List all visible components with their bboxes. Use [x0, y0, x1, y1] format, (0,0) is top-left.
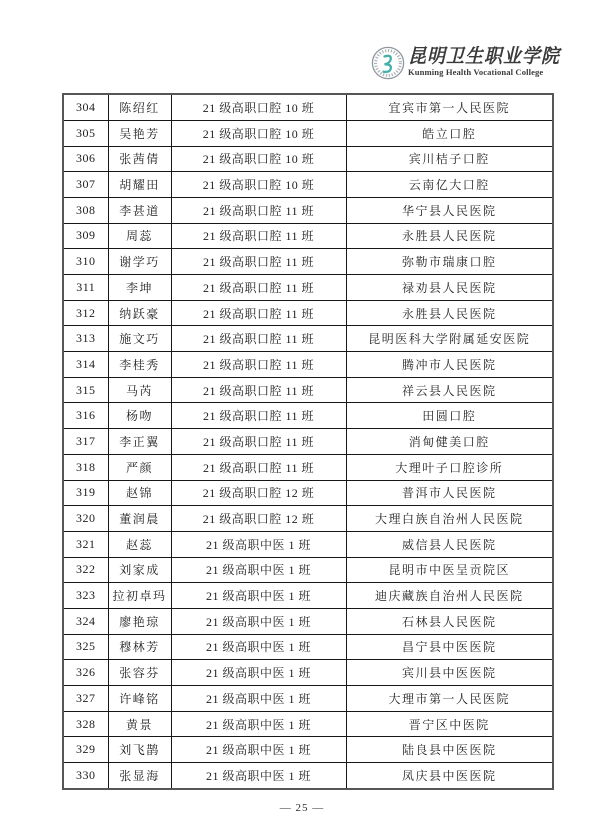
cell-no: 305	[63, 120, 108, 146]
cell-class: 21 级高职口腔 11 班	[171, 300, 346, 326]
table-row	[63, 403, 553, 429]
cell-hospital: 大理白族自治州人民医院	[346, 506, 553, 532]
cell-no: 329	[63, 737, 108, 763]
cell-no: 311	[63, 275, 108, 301]
cell-hospital: 弥勒市瑞康口腔	[346, 249, 553, 275]
cell-class: 21 级高职口腔 11 班	[171, 275, 346, 301]
cell-name: 胡耀田	[108, 172, 171, 198]
cell-no: 316	[63, 403, 108, 429]
cell-class: 21 级高职口腔 11 班	[171, 403, 346, 429]
cell-no: 323	[63, 583, 108, 609]
cell-no: 315	[63, 377, 108, 403]
cell-name: 李坤	[108, 275, 171, 301]
table-row	[63, 506, 553, 532]
cell-name: 马芮	[108, 377, 171, 403]
cell-class: 21 级高职中医 1 班	[171, 737, 346, 763]
cell-class: 21 级高职口腔 10 班	[171, 94, 346, 120]
cell-class: 21 级高职中医 1 班	[171, 557, 346, 583]
cell-class: 21 级高职中医 1 班	[171, 634, 346, 660]
cell-class: 21 级高职口腔 11 班	[171, 223, 346, 249]
cell-name: 施文巧	[108, 326, 171, 352]
cell-name: 张显海	[108, 763, 171, 789]
cell-hospital: 祥云县人民医院	[346, 377, 553, 403]
table-row	[63, 326, 553, 352]
cell-name: 刘家成	[108, 557, 171, 583]
table-row	[63, 377, 553, 403]
cell-hospital: 昆明市中医呈贡院区	[346, 557, 553, 583]
cell-class: 21 级高职中医 1 班	[171, 686, 346, 712]
table-row	[63, 146, 553, 172]
cell-name: 周蕊	[108, 223, 171, 249]
school-name-block	[408, 44, 560, 78]
cell-class: 21 级高职口腔 11 班	[171, 326, 346, 352]
cell-hospital: 皓立口腔	[346, 120, 553, 146]
cell-class: 21 级高职口腔 11 班	[171, 197, 346, 223]
cell-class: 21 级高职口腔 11 班	[171, 352, 346, 378]
cell-hospital: 迪庆藏族自治州人民医院	[346, 583, 553, 609]
table-row	[63, 352, 553, 378]
table-row	[63, 480, 553, 506]
table-row	[63, 583, 553, 609]
cell-no: 309	[63, 223, 108, 249]
table-row	[63, 429, 553, 455]
cell-class: 21 级高职中医 1 班	[171, 763, 346, 789]
cell-hospital: 宜宾市第一人民医院	[346, 94, 553, 120]
cell-name: 黄景	[108, 711, 171, 737]
cell-no: 314	[63, 352, 108, 378]
cell-name: 拉初卓玛	[108, 583, 171, 609]
cell-no: 324	[63, 608, 108, 634]
table-row	[63, 531, 553, 557]
cell-name: 陈绍红	[108, 94, 171, 120]
cell-hospital: 凤庆县中医医院	[346, 763, 553, 789]
cell-name: 穆林芳	[108, 634, 171, 660]
cell-class: 21 级高职中医 1 班	[171, 531, 346, 557]
cell-name: 廖艳琼	[108, 608, 171, 634]
cell-hospital: 宾川桔子口腔	[346, 146, 553, 172]
cell-no: 330	[63, 763, 108, 789]
cell-name: 张容芬	[108, 660, 171, 686]
cell-name: 吴艳芳	[108, 120, 171, 146]
cell-hospital: 石林县人民医院	[346, 608, 553, 634]
cell-hospital: 华宁县人民医院	[346, 197, 553, 223]
cell-hospital: 田圆口腔	[346, 403, 553, 429]
cell-class: 21 级高职中医 1 班	[171, 711, 346, 737]
table-row	[63, 557, 553, 583]
table-row	[63, 197, 553, 223]
cell-no: 307	[63, 172, 108, 198]
cell-class: 21 级高职口腔 12 班	[171, 480, 346, 506]
page-number: — 25 —	[279, 802, 325, 814]
table-row	[63, 660, 553, 686]
cell-name: 刘飞鹊	[108, 737, 171, 763]
cell-hospital: 永胜县人民医院	[346, 300, 553, 326]
table-row	[63, 454, 553, 480]
cell-no: 306	[63, 146, 108, 172]
cell-name: 谢学巧	[108, 249, 171, 275]
cell-name: 李甚道	[108, 197, 171, 223]
cell-name: 赵锦	[108, 480, 171, 506]
cell-hospital: 大理叶子口腔诊所	[346, 454, 553, 480]
cell-no: 304	[63, 94, 108, 120]
table-row	[63, 172, 553, 198]
cell-hospital: 腾冲市人民医院	[346, 352, 553, 378]
cell-hospital: 禄劝县人民医院	[346, 275, 553, 301]
table-row	[63, 249, 553, 275]
table-row	[63, 711, 553, 737]
school-name-chinese: 昆明卫生职业学院	[408, 45, 560, 67]
cell-class: 21 级高职口腔 11 班	[171, 377, 346, 403]
cell-class: 21 级高职口腔 10 班	[171, 146, 346, 172]
cell-hospital: 昌宁县中医医院	[346, 634, 553, 660]
school-name-english: Kunming Health Vocational College	[408, 67, 544, 77]
cell-name: 董润晨	[108, 506, 171, 532]
cell-hospital: 宾川县中医医院	[346, 660, 553, 686]
cell-hospital: 威信县人民医院	[346, 531, 553, 557]
cell-class: 21 级高职口腔 11 班	[171, 429, 346, 455]
cell-hospital: 昆明医科大学附属延安医院	[346, 326, 553, 352]
table-row	[63, 634, 553, 660]
cell-name: 李正翼	[108, 429, 171, 455]
page-header	[371, 44, 561, 86]
cell-class: 21 级高职中医 1 班	[171, 608, 346, 634]
table-row	[63, 275, 553, 301]
cell-name: 纳跃豪	[108, 300, 171, 326]
cell-no: 318	[63, 454, 108, 480]
table-row	[63, 223, 553, 249]
cell-class: 21 级高职中医 1 班	[171, 583, 346, 609]
cell-hospital: 晋宁区中医院	[346, 711, 553, 737]
table-row	[63, 120, 553, 146]
cell-no: 325	[63, 634, 108, 660]
cell-hospital: 永胜县人民医院	[346, 223, 553, 249]
cell-class: 21 级高职口腔 10 班	[171, 120, 346, 146]
cell-class: 21 级高职口腔 12 班	[171, 506, 346, 532]
cell-class: 21 级高职中医 1 班	[171, 660, 346, 686]
cell-name: 赵蕊	[108, 531, 171, 557]
cell-hospital: 普洱市人民医院	[346, 480, 553, 506]
cell-class: 21 级高职口腔 11 班	[171, 249, 346, 275]
cell-no: 317	[63, 429, 108, 455]
cell-no: 328	[63, 711, 108, 737]
cell-name: 李桂秀	[108, 352, 171, 378]
cell-no: 313	[63, 326, 108, 352]
cell-no: 320	[63, 506, 108, 532]
roster-table-body	[63, 94, 553, 789]
cell-hospital: 云南亿大口腔	[346, 172, 553, 198]
cell-no: 312	[63, 300, 108, 326]
table-row	[63, 300, 553, 326]
cell-no: 321	[63, 531, 108, 557]
cell-name: 许峰铭	[108, 686, 171, 712]
cell-no: 310	[63, 249, 108, 275]
cell-no: 326	[63, 660, 108, 686]
table-row	[63, 737, 553, 763]
school-seal-icon	[371, 46, 405, 80]
cell-hospital: 消甸健美口腔	[346, 429, 553, 455]
table-row	[63, 94, 553, 120]
cell-hospital: 大理市第一人民医院	[346, 686, 553, 712]
cell-no: 308	[63, 197, 108, 223]
internship-roster-table	[62, 93, 554, 790]
cell-no: 327	[63, 686, 108, 712]
cell-no: 319	[63, 480, 108, 506]
cell-name: 张茜倩	[108, 146, 171, 172]
table-row	[63, 686, 553, 712]
cell-hospital: 陆良县中医医院	[346, 737, 553, 763]
cell-name: 严颜	[108, 454, 171, 480]
table-row	[63, 608, 553, 634]
cell-name: 杨吻	[108, 403, 171, 429]
cell-class: 21 级高职口腔 11 班	[171, 454, 346, 480]
table-row	[63, 763, 553, 789]
cell-no: 322	[63, 557, 108, 583]
cell-class: 21 级高职口腔 10 班	[171, 172, 346, 198]
